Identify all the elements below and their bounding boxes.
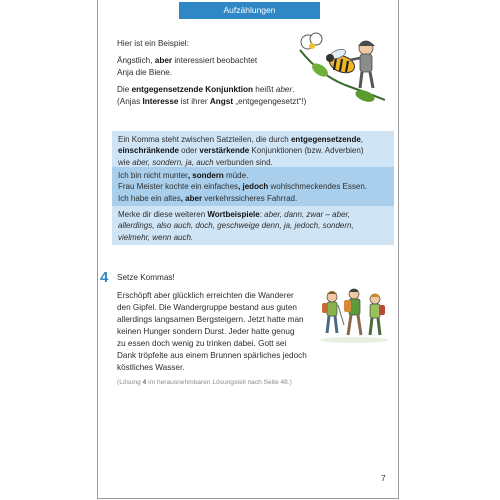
bee-girl-illustration (290, 30, 390, 105)
example-line-1: Ängstlich, aber interessiert beobachtet (117, 56, 258, 65)
example-line-3: Die entgegensetzende Konjunktion heißt aber. (117, 85, 295, 94)
task-line: Erschöpft aber glücklich erreichten die Wanderer (117, 291, 294, 300)
example-sentence: Frau Meister kochte ein einfaches, jedoch wohlschmeckendes Essen. (118, 182, 368, 192)
example-sentence: Ich bin nicht munter, sondern müde. (118, 171, 249, 180)
rule-box: Ein Komma steht zwischen Satzteilen, die durch entgegensetzende, einschränkende oder verstärkende Konjunktionen (bzw. Adverbien) wie aber, sondern, ja, auch verbunden sind. (112, 131, 394, 167)
task-line: zu essen doch wenig zu trinken dabei. Gott sei (117, 339, 287, 348)
task-line: allerdings langsamen Bergsteigern. Jetzt hatte man (117, 315, 304, 324)
task-title: Setze Kommas! (117, 273, 175, 282)
solution-note: (Lösung 4 im herausnehmbaren Lösungsteil nach Seite 48.) (117, 379, 292, 386)
word-examples-box: Merke dir diese weiteren Wortbeispiele: aber, dann, zwar – aber, allerdings, also auch, doch, geschweige denn, ja, jedoch, sondern, vielmehr, wenn auch. (112, 206, 394, 245)
page-number: 7 (381, 473, 386, 483)
example-intro: Hier ist ein Beispiel: (117, 39, 189, 48)
task-line: köstliches Wasser. (117, 363, 185, 372)
task-line: Dank tröpfelte aus einem Brunnen spärliches jedoch (117, 351, 307, 360)
section-header: Aufzählungen (179, 2, 320, 19)
example-line-4: (Anjas Interesse ist ihrer Angst „entgegengesetzt“!) (117, 97, 307, 106)
task-number: 4 (100, 269, 109, 286)
example-sentence: Ich habe ein altes, aber verkehrssicheres Fahrrad. (118, 193, 298, 203)
hikers-illustration (318, 285, 390, 343)
example-sentences-box (112, 167, 394, 206)
task-line: keinen Hunger sondern Durst. Jeder hatte genug (117, 327, 295, 336)
task-line: den Gipfel. Die Wandergruppe bestand aus guten (117, 303, 297, 312)
example-line-2: Anja die Biene. (117, 68, 173, 77)
